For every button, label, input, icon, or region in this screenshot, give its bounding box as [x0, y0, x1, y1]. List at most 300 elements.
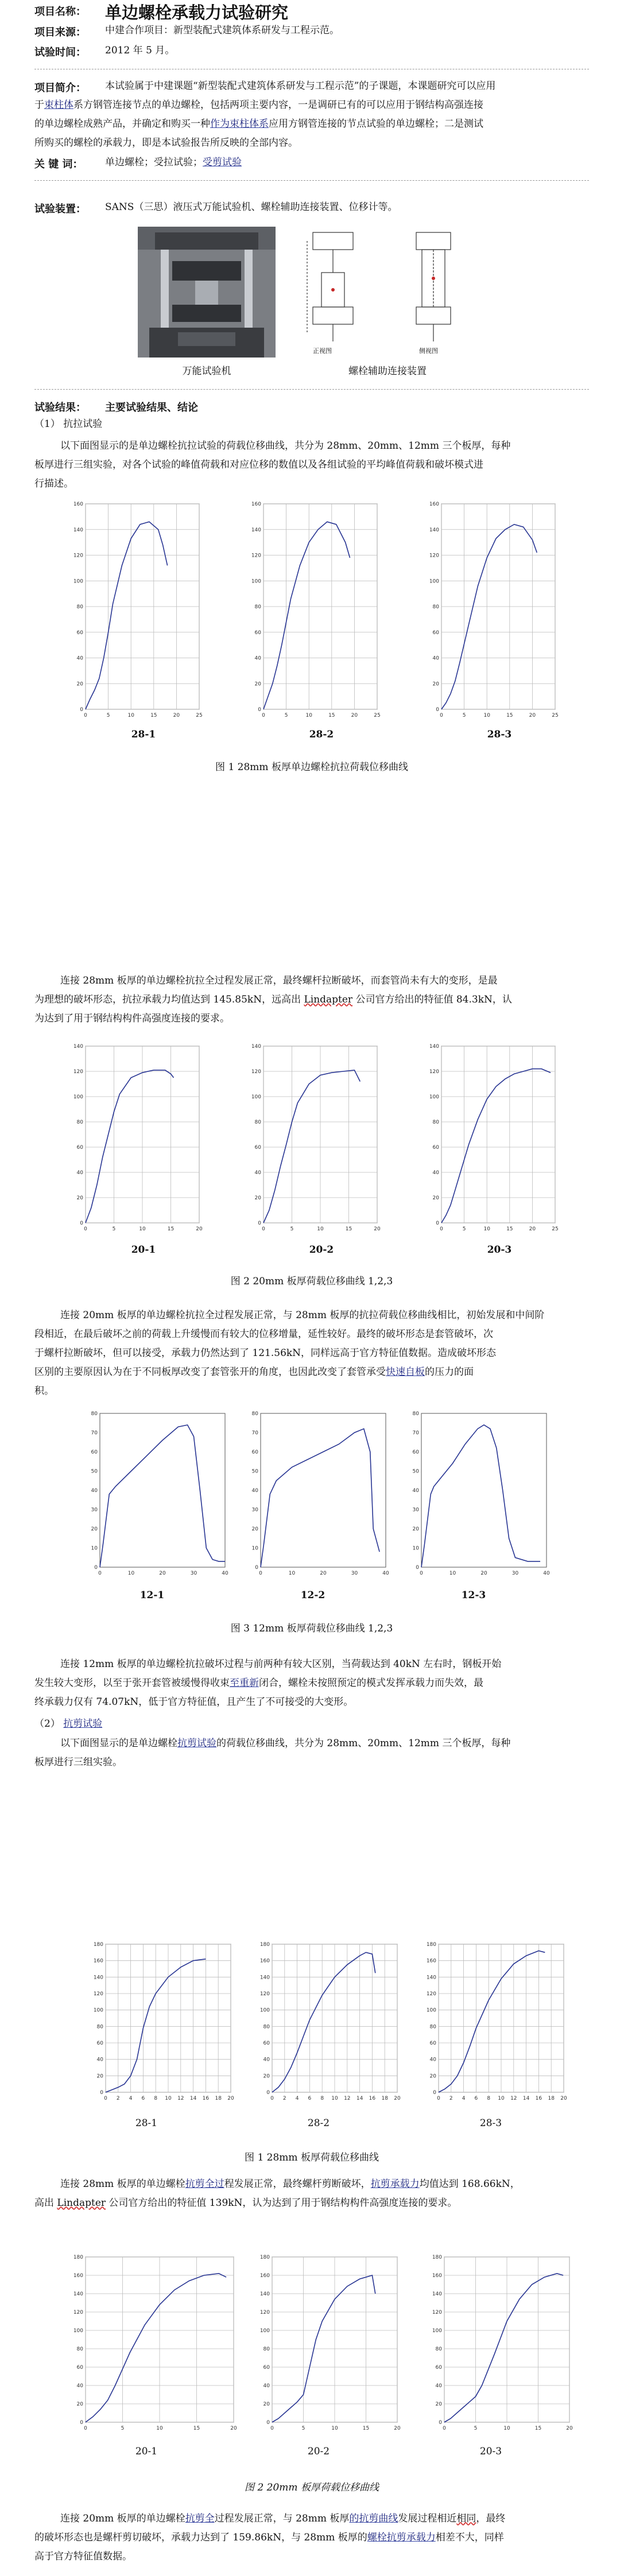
y-tick-label: 20: [76, 681, 83, 687]
shear-capacity-link[interactable]: 抗剪承载力: [370, 2178, 420, 2190]
x-tick-label: 18: [381, 2096, 388, 2101]
y-tick-label: 120: [259, 2310, 270, 2315]
y-tick-label: 40: [251, 1488, 258, 1494]
x-tick-label: 10: [331, 2426, 338, 2431]
figure-1-caption: 图 1 28mm 板厚单边螺栓抗拉荷载位移曲线: [215, 761, 408, 773]
tensile-12-line-3: 终承载力仅有 74.07kN，低于官方特征值，且产生了不可接受的大变形。: [34, 1696, 354, 1708]
y-tick-label: 20: [76, 1195, 83, 1201]
y-tick-label: 40: [432, 1170, 439, 1176]
y-tick-label: 20: [254, 681, 261, 687]
chart-12-3: [402, 1409, 551, 1581]
y-tick-label: 180: [259, 1942, 270, 1948]
y-tick-label: 60: [432, 630, 439, 636]
x-tick-label: 15: [328, 713, 335, 718]
x-tick-label: 10: [127, 1571, 135, 1576]
y-tick-label: 160: [251, 502, 261, 507]
x-tick-label: 10: [139, 1226, 146, 1232]
intro-line-1: 本试验属于中建课题“新型装配式建筑体系研发与工程示范”的子课题，本课题研究可以应用: [105, 80, 496, 92]
shear-test-link[interactable]: 抗剪试验: [63, 1718, 103, 1730]
x-tick-label: 16: [535, 2096, 542, 2101]
y-tick-label: 100: [426, 2007, 436, 2014]
x-tick-label: 10: [127, 713, 134, 718]
tensile-28-line-3: 为达到了用于钢结构构件高强度连接的要求。: [34, 1013, 230, 1024]
y-tick-label: 0: [416, 1565, 419, 1571]
equipment-value: SANS（三思）液压式万能试验机、螺栓辅助连接装置、位移计等。: [105, 201, 398, 213]
chart-label: 12-3: [461, 1590, 486, 1601]
x-tick-label: 20: [159, 1571, 166, 1576]
chart-label: 20-3: [479, 2446, 502, 2457]
x-tick-label: 5: [106, 713, 110, 718]
y-tick-label: 100: [429, 578, 439, 585]
x-tick-label: 10: [317, 1226, 324, 1232]
chart-label: 28-1: [135, 2117, 158, 2129]
tensile-20-line-5: 积。: [34, 1385, 54, 1397]
y-tick-label: 100: [259, 2007, 270, 2014]
x-tick-label: 15: [362, 2426, 370, 2431]
y-tick-label: 80: [254, 604, 261, 610]
y-tick-label: 160: [259, 1958, 270, 1964]
tensile-20-line-2: 段相近，在最后破坏之前的荷载上升缓慢而有较大的位移增量，延性较好。最终的破坏形态是套管破坏，次: [34, 1328, 493, 1340]
x-tick-label: 20: [560, 2096, 567, 2101]
x-tick-label: 4: [129, 2096, 133, 2101]
x-tick-label: 5: [462, 1226, 466, 1232]
tensile-20-line-1: 连接 20mm 板厚的单边螺栓抗拉全过程发展正常，与 28mm 板厚的抗拉荷载位移曲线相比，初始发展和中间阶: [60, 1310, 545, 1321]
y-tick-label: 120: [251, 553, 261, 559]
y-tick-label: 80: [412, 1411, 419, 1417]
intro-line-4: 所购买的螺栓的承载力，即是本试验报告所反映的全部内容。: [34, 137, 298, 149]
y-tick-label: 10: [251, 1545, 258, 1552]
drawing-side-view-label: 侧视图: [419, 347, 438, 355]
y-tick-label: 0: [80, 707, 83, 713]
y-tick-label: 120: [432, 2310, 442, 2315]
test-time-value: 2012 年 5 月。: [105, 45, 175, 56]
y-tick-label: 0: [255, 1565, 258, 1571]
y-tick-label: 30: [91, 1507, 98, 1513]
y-tick-label: 20: [432, 1195, 439, 1201]
keyword-link-shear-test[interactable]: 受剪试验: [203, 157, 242, 168]
y-tick-label: 180: [432, 2255, 442, 2260]
x-tick-label: 10: [498, 2096, 505, 2101]
y-tick-label: 0: [80, 1221, 83, 1226]
drawing-front-view-label: 正视图: [313, 347, 332, 355]
y-tick-label: 160: [429, 502, 439, 507]
y-tick-label: 20: [254, 1195, 261, 1201]
x-tick-label: 0: [84, 2426, 87, 2431]
section-tensile-heading: （1） 抗拉试验: [34, 418, 103, 430]
x-tick-label: 12: [344, 2096, 351, 2101]
y-tick-label: 40: [263, 2057, 270, 2063]
chart-20-1: [66, 1042, 204, 1237]
y-tick-label: 140: [426, 1975, 436, 1981]
y-tick-label: 140: [429, 1044, 439, 1050]
tensile-12-line-2: 发生较大变形，以至于张开套管被缓慢得收束至重新闭合，螺栓未按照预定的模式发挥承载力而失效，最: [34, 1677, 483, 1689]
x-tick-label: 5: [474, 2426, 478, 2431]
y-tick-label: 120: [73, 1069, 83, 1075]
y-tick-label: 120: [259, 1991, 270, 1997]
y-tick-label: 40: [254, 1170, 261, 1176]
y-tick-label: 120: [429, 553, 439, 559]
x-tick-label: 0: [262, 1226, 265, 1232]
y-tick-label: 160: [73, 502, 83, 507]
tensile-28-line-1: 连接 28mm 板厚的单边螺栓抗拉全过程发展正常，最终螺杆拉断破坏，而套管尚未有大的变形，是最: [60, 975, 498, 986]
plot-area: [441, 1046, 555, 1223]
same-link[interactable]: 相同: [456, 2513, 476, 2524]
x-tick-label: 20: [529, 1226, 536, 1232]
x-tick-label: 0: [84, 1226, 87, 1232]
x-tick-label: 20: [394, 2096, 401, 2101]
keywords-value: 单边螺栓；受拉试验；受剪试验: [105, 157, 242, 168]
x-tick-label: 5: [112, 1226, 116, 1232]
x-tick-label: 8: [154, 2096, 158, 2101]
y-tick-label: 50: [91, 1468, 98, 1475]
chart-shear-20-2: [253, 2252, 402, 2436]
chart-label: 12-1: [139, 1590, 165, 1601]
y-tick-label: 20: [432, 681, 439, 687]
x-tick-label: 15: [345, 1226, 352, 1232]
y-tick-label: 40: [263, 2383, 270, 2389]
intro-link-bundle-system[interactable]: 作为束柱体系: [210, 118, 269, 130]
intro-link-bundle-column[interactable]: 束柱体: [44, 99, 73, 111]
photo-caption: 万能试验机: [182, 366, 231, 377]
y-tick-label: 0: [436, 707, 439, 713]
x-tick-label: 16: [202, 2096, 210, 2101]
y-tick-label: 70: [91, 1430, 98, 1436]
intro-line-3: 的单边螺栓成熟产品，并确定和购买一种作为束柱体系应用方钢管连接的节点试验的单边螺栓；二是测试: [34, 118, 483, 130]
x-tick-label: 0: [437, 2096, 440, 2101]
tensile-20-line-4: 区别的主要原因认为在于不同板厚改变了套管张开的角度，也因此改变了套管承受快速自板的压力的面: [34, 1366, 474, 1378]
chart-28-2: [244, 499, 382, 723]
y-tick-label: 40: [432, 655, 439, 662]
x-tick-label: 10: [483, 1226, 490, 1232]
y-tick-label: 80: [96, 2024, 103, 2030]
y-tick-label: 10: [91, 1545, 98, 1552]
y-tick-label: 40: [254, 655, 261, 662]
figure-2-caption: 图 2 20mm 板厚荷载位移曲线 1,2,3: [230, 1276, 393, 1287]
chart-shear-20-1: [66, 2252, 238, 2436]
y-tick-label: 60: [263, 2365, 270, 2371]
y-tick-label: 20: [263, 2073, 270, 2080]
y-tick-label: 70: [251, 1430, 258, 1436]
y-tick-label: 80: [263, 2024, 270, 2030]
x-tick-label: 2: [282, 2096, 286, 2101]
shear-test-link-2[interactable]: 抗剪试验: [177, 1738, 216, 1749]
y-tick-label: 60: [76, 630, 83, 636]
chart-12-2: [241, 1409, 390, 1581]
chart-label: 28-3: [479, 2117, 502, 2129]
y-tick-label: 20: [96, 2073, 103, 2080]
y-tick-label: 10: [412, 1545, 419, 1552]
chart-label: 28-2: [309, 729, 334, 740]
x-tick-label: 10: [503, 2426, 510, 2431]
plot-area: [421, 1413, 547, 1567]
y-tick-label: 100: [251, 1094, 261, 1100]
x-tick-label: 25: [196, 713, 203, 718]
y-tick-label: 80: [263, 2346, 270, 2352]
device-technical-drawing: [290, 227, 485, 358]
chart-shear-28-2: [253, 1940, 402, 2106]
equipment-label: 试验装置：: [34, 203, 86, 215]
y-tick-label: 180: [73, 2255, 83, 2260]
y-tick-label: 60: [412, 1450, 419, 1455]
x-tick-label: 8: [487, 2096, 491, 2101]
x-tick-label: 15: [506, 713, 513, 718]
y-tick-label: 0: [436, 1221, 439, 1226]
y-tick-label: 180: [93, 1942, 103, 1948]
y-tick-label: 100: [73, 1094, 83, 1100]
y-tick-label: 60: [76, 1145, 83, 1151]
chart-28-1: [66, 499, 204, 723]
chart-label: 20-2: [309, 1244, 334, 1256]
x-tick-label: 18: [548, 2096, 555, 2101]
x-tick-label: 0: [440, 1226, 443, 1232]
shear-process-link[interactable]: 抗剪全过: [185, 2178, 224, 2190]
chart-label: 28-2: [307, 2117, 330, 2129]
y-tick-label: 100: [93, 2007, 103, 2014]
y-tick-label: 40: [76, 2383, 83, 2389]
chart-shear-28-1: [86, 1940, 235, 2106]
y-tick-label: 160: [426, 1958, 436, 1964]
tensile-28-line-2: 为理想的破坏形态，抗拉承载力均值达到 145.85kN，远高出 Lindapter 公司官方给出的特征值 84.3kN，认: [34, 994, 512, 1005]
y-tick-label: 60: [254, 1145, 261, 1151]
y-tick-label: 100: [251, 578, 261, 585]
y-tick-label: 160: [259, 2273, 270, 2279]
x-tick-label: 20: [230, 2426, 237, 2431]
x-tick-label: 15: [193, 2426, 200, 2431]
y-tick-label: 60: [76, 2365, 83, 2371]
y-tick-label: 140: [251, 527, 261, 533]
x-tick-label: 20: [566, 2426, 573, 2431]
reclose-link[interactable]: 至重新: [230, 1677, 259, 1689]
section-shear-heading: （2） 抗剪试验: [34, 1718, 103, 1730]
y-tick-label: 80: [435, 2346, 442, 2352]
x-tick-label: 0: [84, 713, 87, 718]
chart-label: 20-1: [131, 1244, 156, 1256]
x-tick-label: 16: [369, 2096, 376, 2101]
figure-3-caption: 图 3 12mm 板厚荷载位移曲线 1,2,3: [230, 1623, 393, 1634]
y-tick-label: 100: [259, 2328, 270, 2334]
shear-20-line-2: 的破坏形态也是螺杆剪切破坏，承载力达到了 159.86kN，与 28mm 板厚的螺栓抗剪承载力相差不大，同样: [34, 2532, 504, 2543]
y-tick-label: 20: [251, 1526, 258, 1532]
x-tick-label: 5: [462, 713, 466, 718]
x-tick-label: 10: [165, 2096, 172, 2101]
x-tick-label: 10: [305, 713, 312, 718]
y-tick-label: 60: [91, 1450, 98, 1455]
y-tick-label: 80: [76, 2346, 83, 2352]
y-tick-label: 120: [426, 1991, 436, 1997]
x-tick-label: 0: [259, 1571, 262, 1576]
tensile-12-line-1: 连接 12mm 板厚的单边螺栓抗拉破坏过程与前两种有较大区别，当荷载达到 40kN 左右时，钢板开始: [60, 1658, 502, 1670]
x-tick-label: 8: [320, 2096, 324, 2101]
x-tick-label: 0: [440, 713, 443, 718]
y-tick-label: 50: [251, 1468, 258, 1475]
y-tick-label: 60: [432, 1145, 439, 1151]
y-tick-label: 140: [93, 1975, 103, 1981]
x-tick-label: 20: [320, 1571, 327, 1576]
chart-20-2: [244, 1042, 382, 1237]
chart-28-3: [422, 499, 560, 723]
chart-label: 20-3: [487, 1244, 512, 1256]
y-tick-label: 160: [93, 1958, 103, 1964]
y-tick-label: 140: [251, 1044, 261, 1050]
chart-label: 28-1: [131, 729, 156, 740]
y-tick-label: 80: [429, 2024, 436, 2030]
x-tick-label: 12: [510, 2096, 517, 2101]
x-tick-label: 4: [462, 2096, 466, 2101]
y-tick-label: 140: [73, 527, 83, 533]
y-tick-label: 100: [429, 1094, 439, 1100]
y-tick-label: 20: [435, 2402, 442, 2407]
y-tick-label: 180: [426, 1942, 436, 1948]
y-tick-label: 20: [429, 2073, 436, 2080]
x-tick-label: 25: [552, 713, 559, 718]
x-tick-label: 4: [295, 2096, 299, 2101]
x-tick-label: 20: [374, 1226, 381, 1232]
chart-label: 28-3: [487, 729, 512, 740]
x-tick-label: 14: [356, 2096, 363, 2101]
x-tick-label: 0: [270, 2426, 274, 2431]
x-tick-label: 0: [420, 1571, 423, 1576]
y-tick-label: 100: [73, 578, 83, 585]
y-tick-label: 60: [435, 2365, 442, 2371]
shear-28-line-1: 连接 28mm 板厚的单边螺栓抗剪全过程发展正常，最终螺杆剪断破坏，抗剪承载力均值达到 168.66kN，: [60, 2178, 520, 2190]
y-tick-label: 140: [259, 1975, 270, 1981]
x-tick-label: 20: [394, 2426, 401, 2431]
y-tick-label: 40: [96, 2057, 103, 2063]
y-tick-label: 140: [73, 2291, 83, 2297]
y-tick-label: 0: [266, 2420, 270, 2426]
keywords-label: 关 键 词：: [34, 158, 83, 170]
y-tick-label: 0: [439, 2420, 442, 2426]
y-tick-label: 80: [76, 1120, 83, 1125]
x-tick-label: 10: [483, 713, 490, 718]
x-tick-label: 15: [506, 1226, 513, 1232]
x-tick-label: 5: [290, 1226, 294, 1232]
y-tick-label: 120: [429, 1069, 439, 1075]
y-tick-label: 30: [412, 1507, 419, 1513]
tensile-20-line-3: 于螺杆拉断破坏，但可以接受，承载力仍然达到了 121.56kN，同样远高于官方特征值数据。造成破坏形态: [34, 1347, 497, 1359]
lindapter-link[interactable]: Lindapter: [57, 2197, 106, 2209]
shear-intro-line-2: 板厚进行三组实验。: [34, 1757, 122, 1768]
intro-line-2: 于束柱体系方钢管连接节点的单边螺栓，包括两项主要内容，一是调研已有的可以应用于钢结构高强连接: [34, 99, 483, 111]
y-tick-label: 140: [259, 2291, 270, 2297]
y-tick-label: 80: [91, 1411, 98, 1417]
chart-12-1: [80, 1409, 230, 1581]
y-tick-label: 60: [263, 2041, 270, 2046]
project-source-value: 中建合作项目：新型装配式建筑体系研发与工程示范。: [105, 25, 339, 36]
x-tick-label: 10: [331, 2096, 338, 2101]
x-tick-label: 15: [150, 713, 157, 718]
clamp-plate-link[interactable]: 快速自板: [386, 1366, 425, 1378]
x-tick-label: 14: [522, 2096, 530, 2101]
y-tick-label: 20: [412, 1526, 419, 1532]
y-tick-label: 40: [412, 1488, 419, 1494]
y-tick-label: 80: [76, 604, 83, 610]
chart-shear-20-3: [425, 2252, 574, 2436]
x-tick-label: 0: [443, 2426, 446, 2431]
y-tick-label: 30: [251, 1507, 258, 1513]
y-tick-label: 0: [266, 2090, 270, 2096]
x-tick-label: 12: [177, 2096, 184, 2101]
y-tick-label: 80: [432, 1120, 439, 1125]
x-tick-label: 5: [284, 713, 288, 718]
y-tick-label: 120: [73, 553, 83, 559]
drawing-caption: 螺栓辅助连接装置: [348, 366, 427, 377]
x-tick-label: 30: [190, 1571, 197, 1576]
x-tick-label: 6: [474, 2096, 478, 2101]
shear-20-line-1: 连接 20mm 板厚的单边螺栓抗剪全过程发展正常，与 28mm 板厚的抗剪曲线发展过程相近相同，最终: [60, 2513, 506, 2524]
divider: [34, 389, 589, 390]
y-tick-label: 20: [263, 2402, 270, 2407]
shear-20-line-3: 高于官方特征值数据。: [34, 2551, 132, 2562]
y-tick-label: 20: [76, 2402, 83, 2407]
x-tick-label: 5: [301, 2426, 305, 2431]
y-tick-label: 70: [412, 1430, 419, 1436]
x-tick-label: 0: [104, 2096, 107, 2101]
tensile-intro-line-2: 板厚进行三组实验，对各个试验的峰值荷载和对应位移的数值以及各组试验的平均峰值荷载和破坏模式进: [34, 459, 483, 471]
y-tick-label: 50: [412, 1468, 419, 1475]
y-tick-label: 160: [432, 2273, 442, 2279]
y-tick-label: 140: [429, 527, 439, 533]
testing-machine-illustration: [138, 227, 276, 358]
x-tick-label: 20: [480, 1571, 487, 1576]
x-tick-label: 40: [543, 1571, 550, 1576]
chart-label: 12-2: [300, 1590, 325, 1601]
x-tick-label: 10: [288, 1571, 296, 1576]
y-tick-label: 0: [258, 707, 261, 713]
lindapter-link[interactable]: Lindapter: [304, 994, 353, 1005]
y-tick-label: 80: [251, 1411, 258, 1417]
x-tick-label: 40: [222, 1571, 228, 1576]
y-tick-label: 100: [432, 2328, 442, 2334]
x-tick-label: 2: [449, 2096, 453, 2101]
x-tick-label: 0: [262, 713, 265, 718]
tensile-intro-line-1: 以下面图显示的是单边螺栓抗拉试验的荷载位移曲线，共分为 28mm、20mm、12mm 三个板厚，每种: [60, 440, 511, 452]
plot-area: [261, 1413, 386, 1567]
x-tick-label: 30: [511, 1571, 519, 1576]
y-tick-label: 40: [91, 1488, 98, 1494]
x-tick-label: 10: [449, 1571, 456, 1576]
x-tick-label: 0: [98, 1571, 102, 1576]
x-tick-label: 10: [156, 2426, 163, 2431]
chart-label: 20-1: [135, 2446, 158, 2457]
y-tick-label: 0: [100, 2090, 103, 2096]
shear-curve-link[interactable]: 的抗剪曲线: [349, 2513, 398, 2524]
results-heading: 主要试验结果、结论: [105, 402, 198, 414]
y-tick-label: 60: [254, 630, 261, 636]
x-tick-label: 20: [196, 1226, 203, 1232]
y-tick-label: 140: [73, 1044, 83, 1050]
x-tick-label: 5: [121, 2426, 125, 2431]
y-tick-label: 60: [429, 2041, 436, 2046]
bolt-shear-capacity-link[interactable]: 螺栓抗剪承载力: [367, 2532, 436, 2543]
shear-full-link[interactable]: 抗剪全: [185, 2513, 215, 2524]
results-label: 试验结果：: [34, 402, 86, 414]
auxiliary-device-drawing: [290, 227, 485, 358]
y-tick-label: 60: [251, 1450, 258, 1455]
y-tick-label: 160: [73, 2273, 83, 2279]
project-name-label: 项目名称：: [34, 6, 86, 18]
y-tick-label: 0: [433, 2090, 436, 2096]
x-tick-label: 15: [534, 2426, 542, 2431]
shear-intro-line-1: 以下面图显示的是单边螺栓抗剪试验的荷载位移曲线，共分为 28mm、20mm、12mm 三个板厚，每种: [60, 1738, 511, 1749]
y-tick-label: 40: [76, 1170, 83, 1176]
y-tick-label: 80: [254, 1120, 261, 1125]
figure-5-caption: 图 2 20mm 板厚荷载位移曲线: [245, 2482, 379, 2493]
testing-machine-photo: [138, 227, 276, 358]
divider: [34, 180, 589, 181]
figure-4-caption: 图 1 28mm 板厚荷载位移曲线: [245, 2152, 379, 2163]
x-tick-label: 25: [552, 1226, 559, 1232]
